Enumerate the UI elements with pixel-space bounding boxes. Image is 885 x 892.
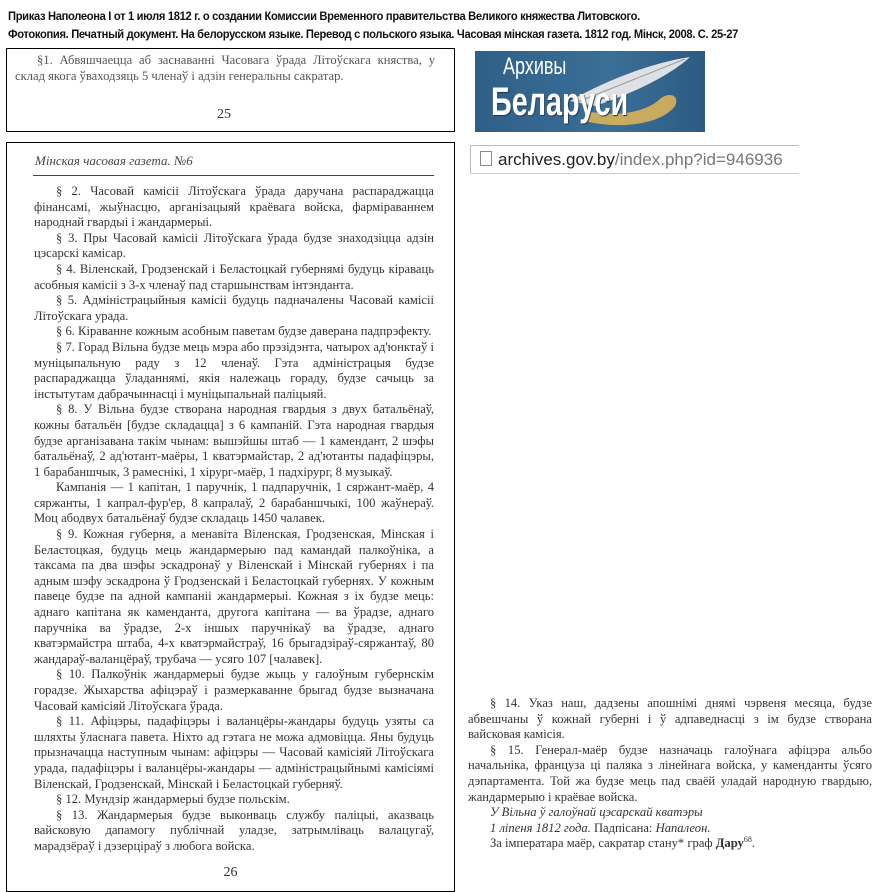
header-rule	[33, 175, 434, 176]
paragraph-4: § 4. Віленскай, Гродзенскай і Беластоцкай губернямі будуць кіраваць асобныя камісіі з 3-х членаў пад старшынствам інтэнданта.	[34, 261, 434, 292]
paragraph-5: § 5. Адміністрацыйныя камісіі будуць падначалены Часовай камісіі Літоўскага урада.	[34, 293, 434, 323]
paragraph-15: § 15. Генерал-маёр будзе назначаць галоўнага афіцэра альбо начальніка, француза ці паляка з лінейнага войска, у каменданты ўсяго дэпартамента. Той жа будзе мець пад сваёй уладай народную гвардыю, жандармерыю і краёвае войска.	[468, 742, 872, 804]
paragraph-9: § 9. Кожная губерня, а менавіта Віленская, Гродзенская, Мінская і Беластоцкая, будуць мець жандармерыю пад камандай палкоўніка, а таксама па два шэфы эскадронаў у Віленскай і Мінскай губернях і па адным шэфу эскадрона ў Гродзенскай і Беластоцкай губернях. У кожным павеце будзе па адной кампаніі жандармерыі. Кожная з іх будзе мець: аднаго капітана як каменданта, другога капітана — ва ўрадзе, аднаго паручніка ва ўрадзе, 2-х іншых паручнікаў ва ўрадзе, аднаго кватэрмайстра штаба, 4-х кватэрмайстраў, 16 брыгадзіраў-сяржантаў, 80 жандараў-валанцёраў, трубача — усяго 107 [чалавек].	[34, 527, 434, 666]
address-bar[interactable]	[470, 145, 799, 174]
document-subtitle: Фотокопия. Печатный документ. На белорусском языке. Перевод с польского языка. Часовая мінская газета. 1812 год. Мінск, 2008. С. 25-27	[8, 27, 739, 41]
page-25-fragment	[6, 48, 455, 132]
page-27-fragment	[468, 696, 872, 852]
signed-label: Падпісана:	[593, 820, 653, 835]
page-number-26: 26	[223, 864, 238, 880]
document-title: Приказ Наполеона I от 1 июля 1812 г. о создании Комиссии Временного правительства Великого княжества Литовского.	[8, 9, 640, 23]
secretary-name: Дару	[715, 836, 744, 851]
signature-date: 1 ліпеня 1812 года.	[490, 820, 591, 835]
signature-date-line	[468, 821, 872, 837]
url-path: /index.php?id=946936	[614, 150, 783, 169]
paragraph-12: § 12. Мундзір жандармерыі будзе польскім.	[56, 792, 290, 807]
paragraph-14: § 14. Указ наш, дадзены апошнімі днямі чэрвеня месяца, будзе абвешчаны ў кожнай губерні і ў адпаведнасці з ім будзе створана вайсковая камісія.	[468, 696, 872, 742]
paragraph-2: § 2. Часовай камісіі Літоўскага ўрада даручана распараджацца фінансамі, жыўнасцю, арганізацыяй краёвага войска, фарміраваннем народнай гвардыі і жандармерыі.	[34, 184, 434, 230]
paragraph-10: § 10. Палкоўнік жандармерыі будзе жыць у галоўным губернскім горадзе. Жыхарства афіцэраў і размеркаванне брыгад будзе вызначана Часовай камісіяй Літоўскага ўрада.	[34, 667, 434, 713]
signature-place: У Вільна ў галоўнай цэсарскай кватэры	[490, 805, 703, 820]
paragraph-7: § 7. Горад Вільна будзе мець мэра або прэзідэнта, чатырох ад'юнктаў і муніцыпальную раду з 12 членаў. Гэта адміністрацыя будзе распараджацца ўладаннямі, якія належаць гораду, будзе сачыць за інстытутам дабрачыннасці і муніцыпальнай паліцыяй.	[34, 339, 434, 401]
page-number-25: 25	[217, 107, 231, 122]
logo-line-1: Архивы	[503, 53, 567, 80]
archives-of-belarus-logo[interactable]	[475, 51, 705, 132]
page-icon	[480, 151, 492, 166]
page-26	[6, 142, 455, 892]
running-head: Мінская часовая газета. №6	[35, 153, 193, 168]
page-26-body	[34, 184, 434, 855]
logo-line-2: Беларуси	[491, 80, 629, 124]
signer: Напалеон.	[655, 820, 711, 835]
url-domain: archives.gov.by	[498, 150, 615, 169]
paragraph-8: § 8. У Вільна будзе створана народная гвардыя з двух батальёнаў, кожны батальён [будзе складацца] з 6 кампаній. Гэта народная гвардыя будзе арганізавана такім чынам: вышэйшы штаб — 1 камендант, 2 шэфы батальёнаў, 2 ад'ютант-маёры, 1 кватэрмайстар, 2 ад'ютанты падафіцэры, 1 барабаншчык, 3 рамеснікі, 1 хірург-маёр, 1 падхірург, 8 музыкаў.	[34, 402, 434, 479]
footnote-mark: 68	[743, 835, 752, 845]
paragraph-8-company: Кампанія — 1 капітан, 1 паручнік, 1 падпаручнік, 1 сяржант-маёр, 4 сяржанты, 1 капрал-фур'ер, 8 капралаў, 2 барабаншчыкі, 100 жаўнераў. Моц абодвух батальёнаў будзе складаць 1450 чалавек.	[34, 480, 434, 526]
paragraph-6: § 6. Кіраванне кожным асобным паветам будзе даверана падпрэфекту.	[56, 324, 432, 339]
secretary-text: За імператара маёр, сакратар стану* граф	[490, 836, 713, 851]
paragraph-13: § 13. Жандармерыя будзе выконваць службу паліцыі, аказваць вайсковую дапамогу публічнай уладзе, затрымліваць валацугаў, марадзёраў і дэзерціраў з любога войска.	[34, 807, 434, 853]
paragraph-11: § 11. Афіцэры, падафіцэры і валанцёры-жандары будуць узяты са шляхты ўласнага павета. Ніхто ад гэтага не можа адмовіцца. Яны будуць прызначацца наступным чынам: афіцэры — Часовай камісіяй Літоўскага урада, падафіцэры і валанцёры-жандары — адміністрацыйнымі камісіямі Віленскай, Гродзенскай, Мінскай і Беластоцкай губерняў.	[34, 714, 434, 791]
line-end: .	[751, 836, 756, 851]
secretary-line	[468, 836, 872, 852]
paragraph-1: §1. Абвяшчаецца аб заснаванні Часовага ўрада Літоўскага княства, у склад якога ўваходзяць 5 членаў і адзін генеральны сакратар.	[15, 53, 435, 83]
paragraph-3: § 3. Пры Часовай камісіі Літоўскага ўрада будзе знаходзіцца адзін цэсарскі камісар.	[34, 230, 434, 261]
